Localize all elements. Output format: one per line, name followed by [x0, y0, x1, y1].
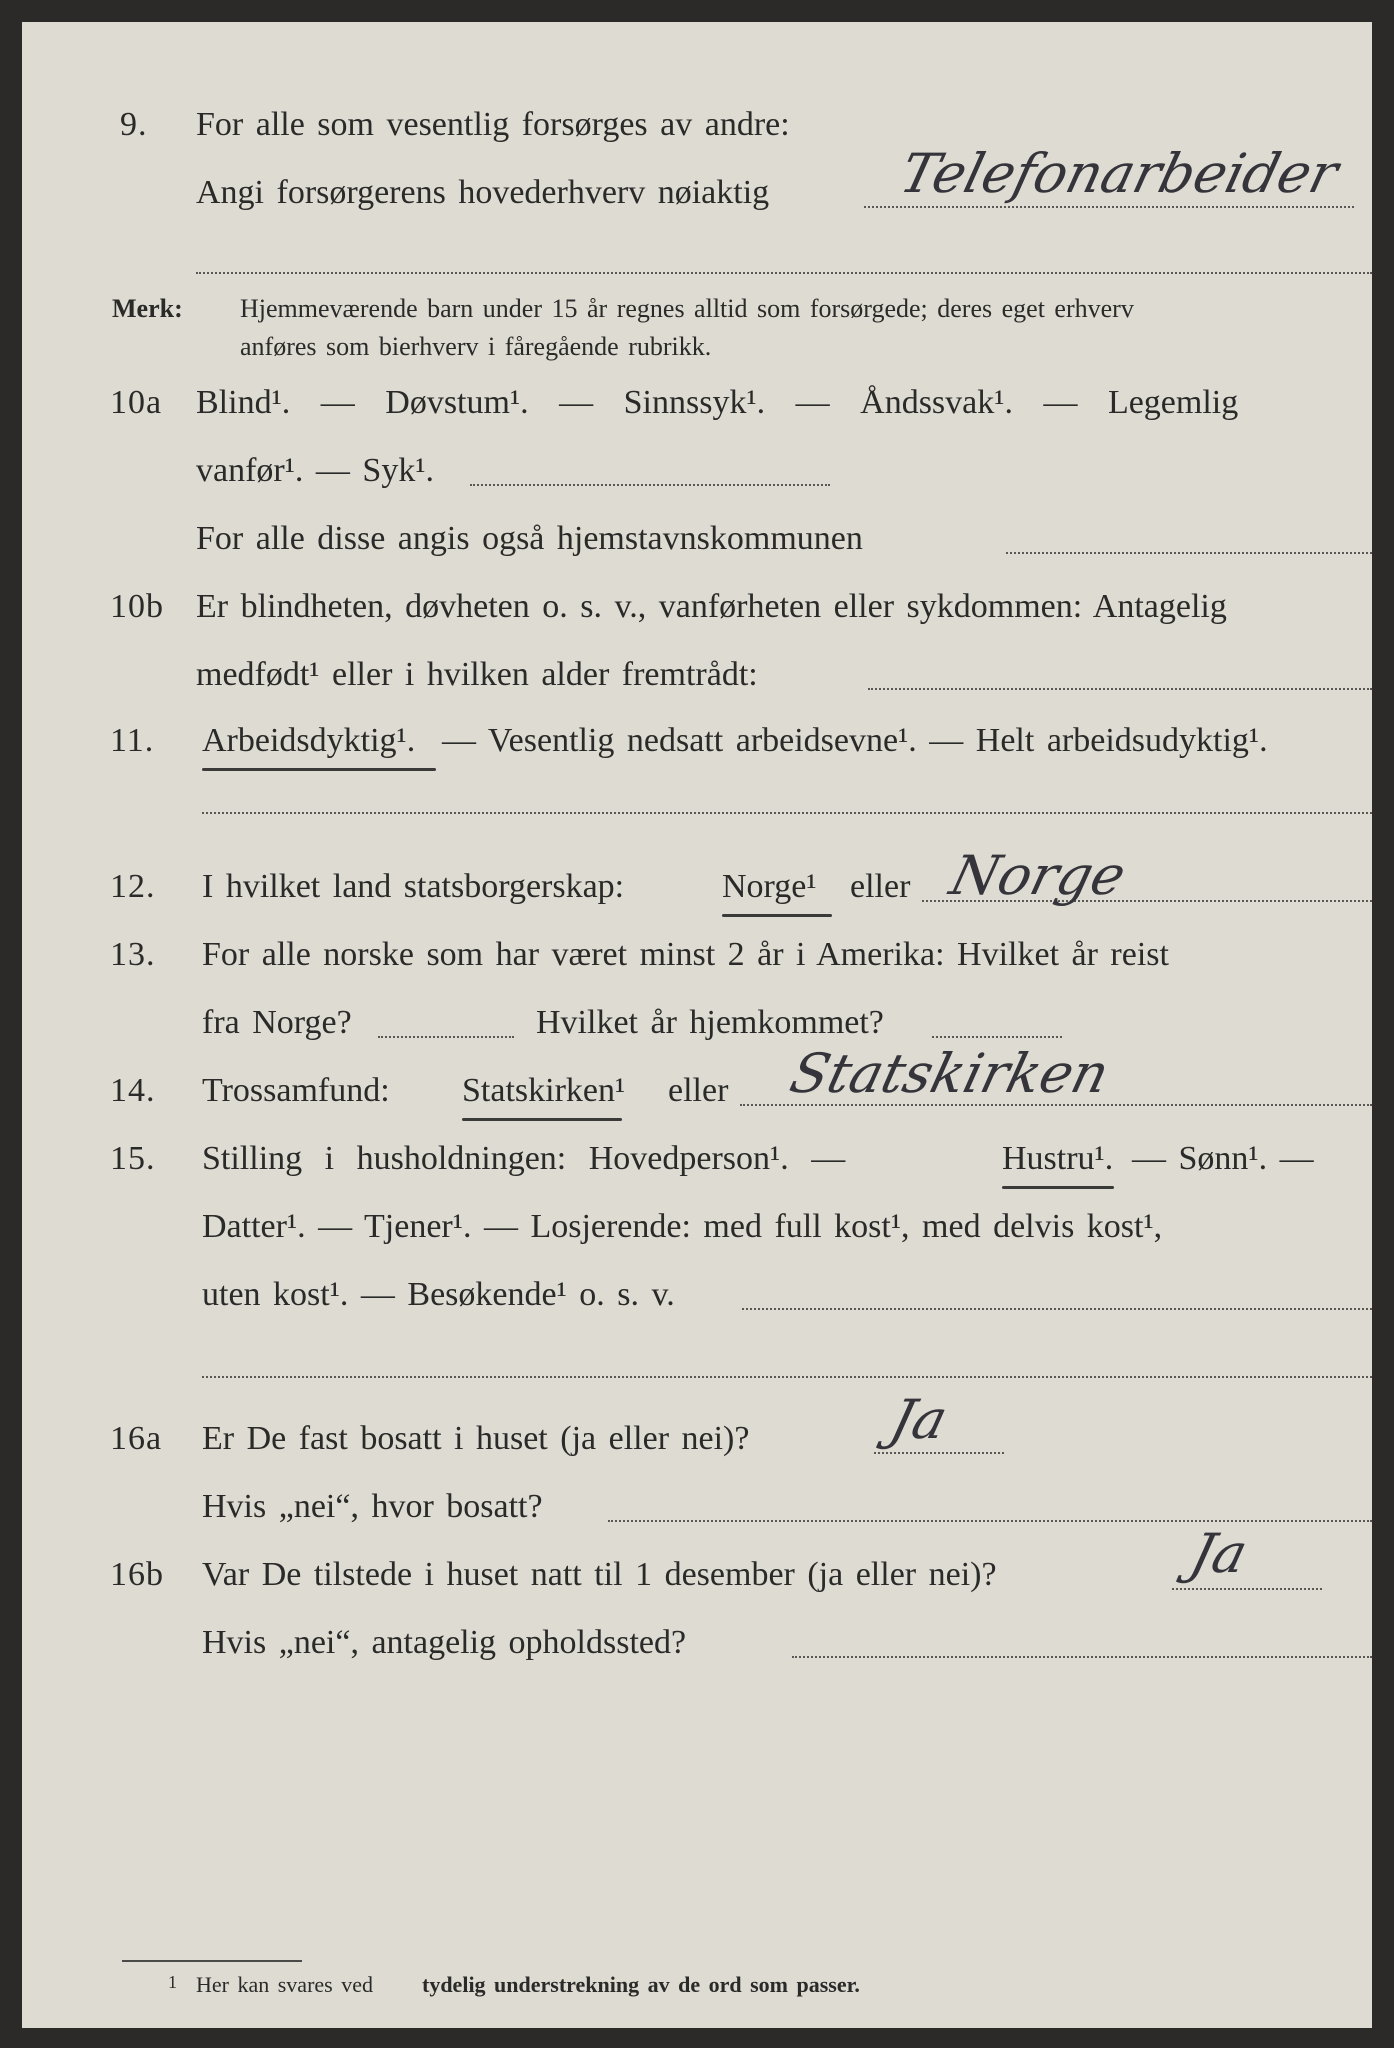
footnote-text: Her kan svares ved: [196, 1972, 373, 1997]
underline-mark: [722, 914, 832, 917]
question-text: Er blindheten, døvheten o. s. v., vanførheten eller sykdommen: Antagelig: [196, 588, 1227, 625]
question-text: For alle som vesentlig forsørges av andre:: [196, 106, 790, 143]
underline-mark: [462, 1118, 622, 1121]
question-text: I hvilket land statsborgerskap:: [202, 868, 625, 905]
answer-line: [932, 1036, 1062, 1038]
answer-line: [202, 812, 1372, 814]
option-statskirken: Statskirken¹: [462, 1072, 626, 1109]
question-text: For alle norske som har været minst 2 år i Amerika: Hvilket år reist: [202, 936, 1169, 973]
question-text: Blind¹. — Døvstum¹. — Sinnssyk¹. — Åndssvak¹. — Legemlig: [196, 384, 1239, 421]
question-text: — Vesentlig nedsatt arbeidsevne¹. — Helt arbeidsudyktig¹.: [442, 722, 1268, 759]
underline-mark: [1002, 1186, 1114, 1189]
question-text: Trossamfund:: [202, 1072, 390, 1109]
handwritten-answer: Norge: [944, 844, 1132, 907]
option-hustru: Hustru¹.: [1002, 1140, 1114, 1177]
note-text: Hjemmeværende barn under 15 år regnes alltid som forsørgede; deres eget erhverv: [240, 294, 1134, 323]
footnote-text-bold: tydelig understrekning av de ord som passer.: [422, 1972, 860, 1997]
question-number: 10b: [110, 588, 164, 625]
question-text: eller: [668, 1072, 729, 1109]
question-text: eller: [850, 868, 911, 905]
footnote-mark: 1: [168, 1972, 177, 1992]
handwritten-answer: Ja: [1184, 1522, 1254, 1585]
answer-line: [608, 1520, 1372, 1522]
option-arbeidsdyktig: Arbeidsdyktig¹.: [202, 722, 416, 759]
answer-line: [202, 1376, 1372, 1378]
question-text: For alle disse angis også hjemstavnskommunen: [196, 520, 863, 557]
answer-line: [1006, 552, 1372, 554]
question-text: fra Norge?: [202, 1004, 352, 1041]
question-number: 9.: [120, 106, 148, 143]
question-text: Hvis „nei“, antagelig opholdssted?: [202, 1624, 687, 1661]
question-text: Angi forsørgerens hovederhverv nøiaktig: [196, 174, 770, 211]
question-text: Hvis „nei“, hvor bosatt?: [202, 1488, 543, 1525]
answer-line: [378, 1036, 514, 1038]
handwritten-answer: Statskirken: [784, 1042, 1116, 1105]
note-label: Merk:: [112, 294, 183, 323]
question-text: medfødt¹ eller i hvilken alder fremtrådt:: [196, 656, 758, 693]
footnote-rule: [122, 1960, 302, 1962]
question-number: 16a: [110, 1420, 163, 1457]
question-text: — Sønn¹. —: [1132, 1140, 1314, 1177]
question-text: Var De tilstede i huset natt til 1 desember (ja eller nei)?: [202, 1556, 997, 1593]
census-form-page: [22, 22, 1372, 2028]
answer-line: [868, 688, 1372, 690]
question-number: 15.: [110, 1140, 156, 1177]
question-number: 12.: [110, 868, 156, 905]
handwritten-answer: Ja: [884, 1388, 954, 1451]
answer-line: [792, 1656, 1372, 1658]
question-number: 10a: [110, 384, 163, 421]
question-text: Er De fast bosatt i huset (ja eller nei)?: [202, 1420, 750, 1457]
answer-line: [196, 272, 1372, 274]
question-text: Stilling i husholdningen: Hovedperson¹. —: [202, 1140, 846, 1177]
question-number: 14.: [110, 1072, 156, 1109]
question-text: Hvilket år hjemkommet?: [536, 1004, 884, 1041]
answer-line: [1172, 1588, 1322, 1590]
answer-line: [864, 206, 1354, 208]
question-number: 16b: [110, 1556, 164, 1593]
answer-line: [470, 484, 830, 486]
question-text: uten kost¹. — Besøkende¹ o. s. v.: [202, 1276, 675, 1313]
question-number: 13.: [110, 936, 156, 973]
question-number: 11.: [110, 722, 155, 759]
note-text: anføres som bierhverv i fåregående rubrikk.: [240, 332, 712, 361]
answer-line: [874, 1452, 1004, 1454]
option-norge: Norge¹: [722, 868, 817, 905]
answer-line: [742, 1308, 1372, 1310]
question-text: vanfør¹. — Syk¹.: [196, 452, 435, 489]
handwritten-answer: Telefonarbeider: [894, 142, 1345, 205]
underline-mark: [202, 768, 436, 771]
question-text: Datter¹. — Tjener¹. — Losjerende: med full kost¹, med delvis kost¹,: [202, 1208, 1163, 1245]
